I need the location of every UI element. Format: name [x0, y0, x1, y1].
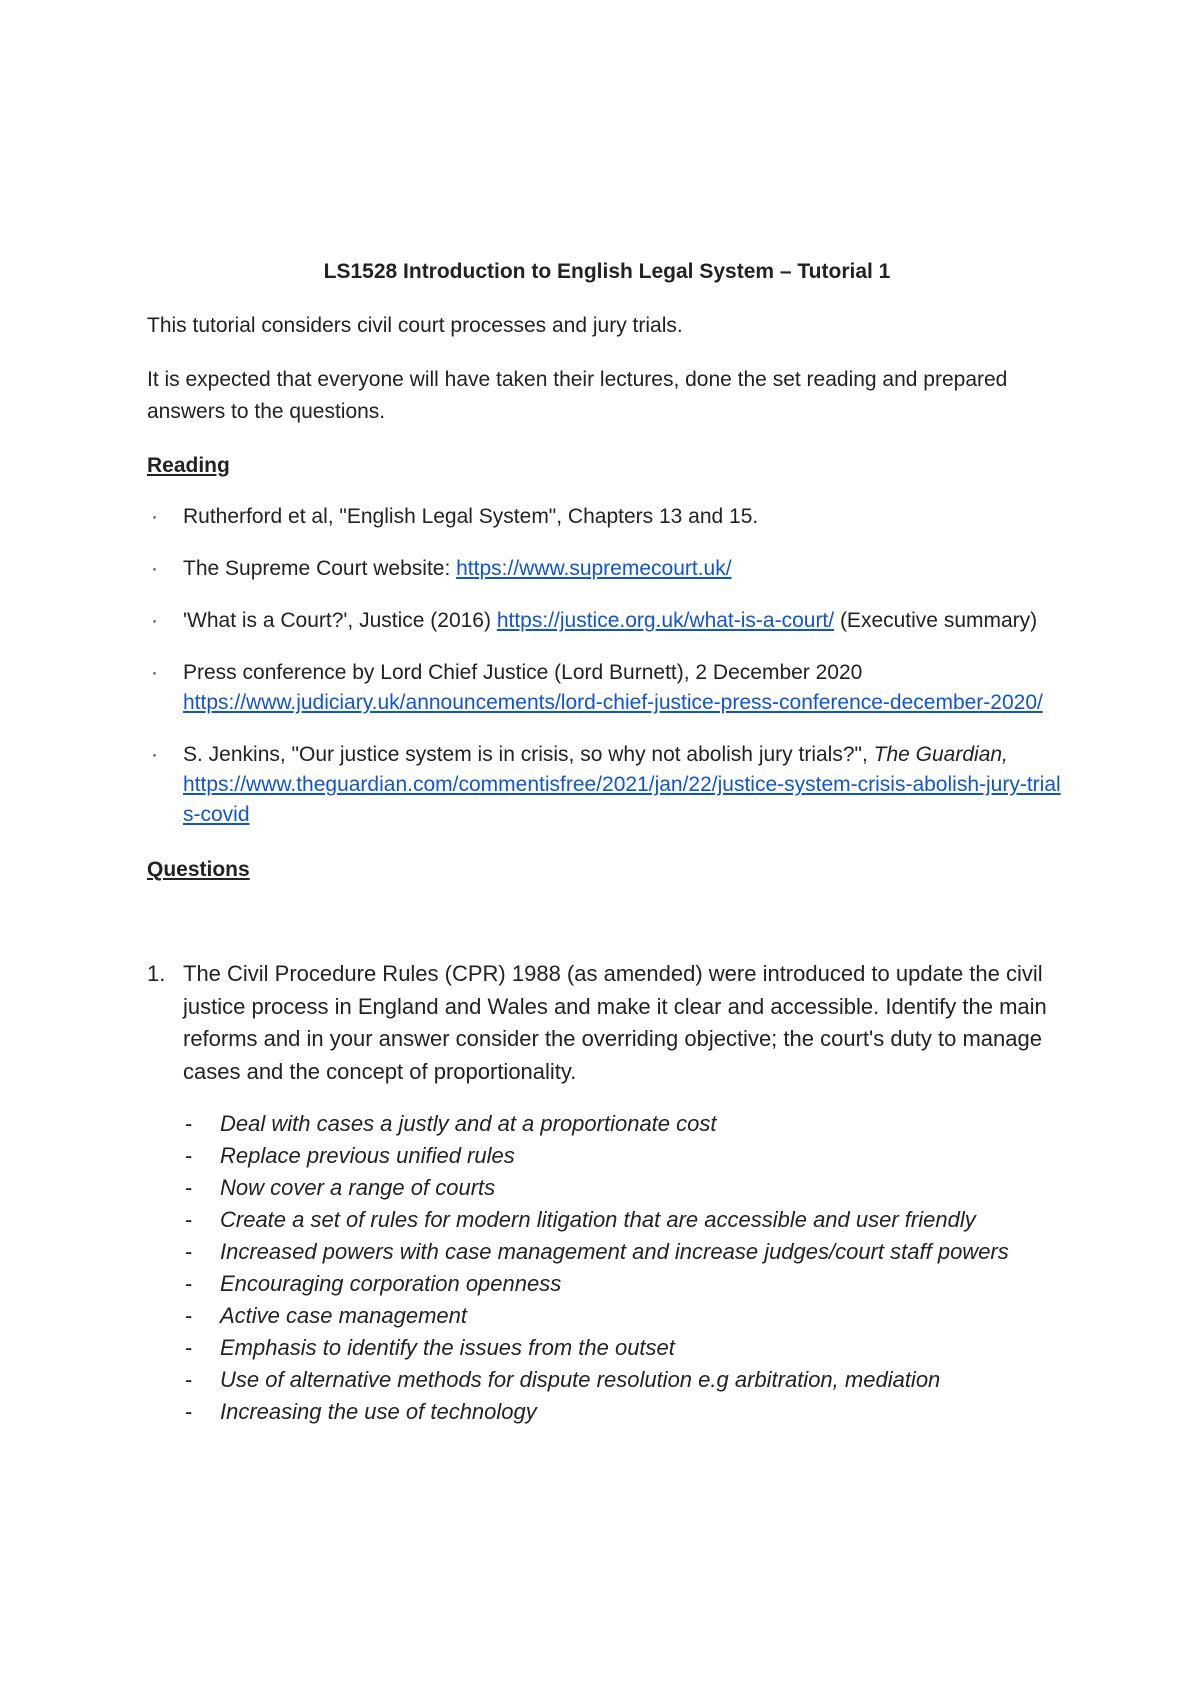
reading-item — [147, 740, 1067, 830]
bullet-icon: · — [151, 661, 158, 684]
reading-item-text: 'What is a Court?', Justice (2016) — [183, 609, 497, 632]
answer-item — [183, 1268, 1067, 1300]
reading-heading: Reading — [147, 454, 230, 477]
guardian-link[interactable]: https://www.theguardian.com/commentisfree/2021/jan/22/justice-system-crisis-abolish-jury-trials-covid — [183, 773, 1061, 826]
questions-heading: Questions — [147, 858, 250, 881]
dash-icon: - — [185, 1111, 193, 1136]
dash-icon: - — [185, 1271, 193, 1296]
answer-text: Replace previous unified rules — [220, 1143, 515, 1168]
bullet-icon: · — [151, 505, 158, 528]
reading-item-text: Press conference by Lord Chief Justice (Lord Burnett), 2 December 2020 — [183, 661, 863, 684]
intro-paragraph-2: It is expected that everyone will have taken their lectures, done the set reading and prepared answers to the questions. — [147, 368, 1008, 423]
answer-text: Use of alternative methods for dispute resolution e.g arbitration, mediation — [220, 1367, 941, 1392]
reading-item — [147, 554, 1067, 584]
dash-icon: - — [185, 1175, 193, 1200]
answer-text: Deal with cases a justly and at a proportionate cost — [220, 1111, 717, 1136]
answer-item — [183, 1332, 1067, 1364]
publication-name: The Guardian, — [873, 743, 1008, 766]
answer-text: Increased powers with case management and increase judges/court staff powers — [220, 1239, 1009, 1264]
reading-list — [147, 502, 1067, 830]
reading-item-text: S. Jenkins, "Our justice system is in crisis, so why not abolish jury trials?", — [183, 743, 874, 766]
reading-item — [147, 658, 1067, 718]
reading-item-text: Rutherford et al, "English Legal System", Chapters 13 and 15. — [183, 505, 759, 528]
answer-item — [183, 1140, 1067, 1172]
answer-text: Now cover a range of courts — [220, 1175, 496, 1200]
question-text: The Civil Procedure Rules (CPR) 1988 (as amended) were introduced to update the civil justice process in England and Wales and make it clear and accessible. Identify the main reforms and in your answer consider the overriding objective; the court's duty to manage cases and the concept of proportionality. — [183, 961, 1047, 1084]
dash-icon: - — [185, 1399, 193, 1424]
intro-paragraph-1: This tutorial considers civil court processes and jury trials. — [147, 314, 683, 337]
reading-item-text: The Supreme Court website: — [183, 557, 457, 580]
answer-text: Emphasis to identify the issues from the outset — [220, 1335, 675, 1360]
dash-icon: - — [185, 1143, 193, 1168]
dash-icon: - — [185, 1303, 193, 1328]
answer-text: Increasing the use of technology — [220, 1399, 537, 1424]
answer-text: Active case management — [220, 1303, 468, 1328]
answer-item — [183, 1396, 1067, 1428]
question-item — [147, 958, 1067, 1088]
bullet-icon: · — [151, 557, 158, 580]
justice-link[interactable]: https://justice.org.uk/what-is-a-court/ — [496, 609, 835, 632]
dash-icon: - — [185, 1367, 193, 1392]
judiciary-link[interactable]: https://www.judiciary.uk/announcements/lord-chief-justice-press-conference-december-2020/ — [183, 691, 1043, 714]
document-title: LS1528 Introduction to English Legal System – Tutorial 1 — [323, 260, 891, 283]
answer-list — [147, 1108, 1067, 1428]
bullet-icon: · — [151, 743, 158, 766]
dash-icon: - — [185, 1207, 193, 1232]
question-number: 1. — [147, 961, 166, 986]
answer-item — [183, 1204, 1067, 1236]
dash-icon: - — [185, 1335, 193, 1360]
answer-text: Encouraging corporation openness — [220, 1271, 562, 1296]
answer-item — [183, 1236, 1067, 1268]
dash-icon: - — [185, 1239, 193, 1264]
reading-item — [147, 502, 1067, 532]
answer-item — [183, 1108, 1067, 1140]
reading-item — [147, 606, 1067, 636]
document-page — [147, 258, 1067, 1428]
answer-text: Create a set of rules for modern litigation that are accessible and user friendly — [220, 1207, 976, 1232]
answer-item — [183, 1300, 1067, 1332]
answer-item — [183, 1364, 1067, 1396]
reading-item-suffix: (Executive summary) — [834, 609, 1038, 632]
supreme-court-link[interactable]: https://www.supremecourt.uk/ — [456, 557, 732, 580]
bullet-icon: · — [151, 609, 158, 632]
answer-item — [183, 1172, 1067, 1204]
